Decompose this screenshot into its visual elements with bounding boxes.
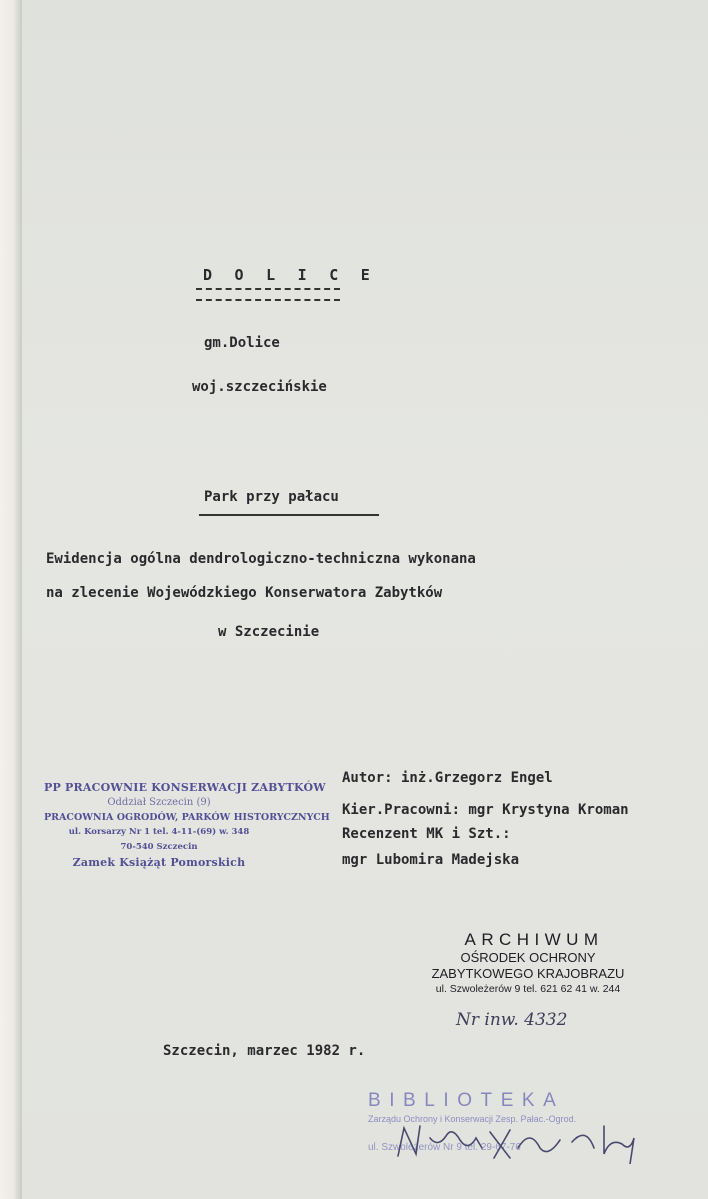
reviewer-label: Recenzent MK i Szt.: bbox=[342, 826, 511, 842]
gmina-line: gm.Dolice bbox=[204, 335, 280, 351]
place-and-date: Szczecin, marzec 1982 r. bbox=[163, 1043, 366, 1059]
page-edge bbox=[0, 0, 22, 1199]
inventory-number-note: Nr inw. 4332 bbox=[456, 1010, 568, 1030]
archive-line-1: OŚRODEK OCHRONY bbox=[460, 950, 596, 965]
pkz-stamp-line-6: Zamek Książąt Pomorskich bbox=[72, 856, 246, 869]
document-title: D O L I C E bbox=[203, 266, 377, 284]
title-double-rule bbox=[196, 288, 340, 301]
library-heading: BIBLIOTEKA bbox=[368, 1090, 565, 1111]
pkz-stamp-line-4: ul. Korsarzy Nr 1 tel. 4-11-(69) w. 348 bbox=[68, 827, 250, 837]
handwritten-signature bbox=[390, 1118, 650, 1164]
park-underline bbox=[199, 514, 379, 516]
archive-heading: ARCHIWUM bbox=[464, 930, 604, 949]
description-line-3: w Szczecinie bbox=[218, 624, 320, 640]
archive-line-3: ul. Szwoleżerów 9 tel. 621 62 41 w. 244 bbox=[435, 983, 621, 995]
archive-line-2: ZABYTKOWEGO KRAJOBRAZU bbox=[431, 966, 625, 981]
author-line: Autor: inż.Grzegorz Engel bbox=[342, 770, 553, 786]
library-line-1: Zarządu Ochrony i Konserwacji Zesp. Pałac.-Ogrod. bbox=[368, 1114, 577, 1124]
archive-stamp bbox=[408, 930, 648, 997]
description-line-2: na zlecenie Wojewódzkiego Konserwatora Zabytków bbox=[46, 585, 443, 601]
description-line-1: Ewidencja ogólna dendrologiczno-techniczna wykonana bbox=[46, 551, 476, 567]
pkz-stamp-line-5: 70-540 Szczecin bbox=[120, 842, 198, 852]
pkz-stamp-line-2: Oddział Szczecin (9) bbox=[107, 797, 211, 808]
pkz-stamp bbox=[44, 780, 330, 870]
voivodeship-line: woj.szczecińskie bbox=[192, 379, 327, 395]
park-subtitle: Park przy pałacu bbox=[204, 489, 339, 505]
pkz-stamp-line-3: PRACOWNIA OGRODÓW, PARKÓW HISTORYCZNYCH bbox=[44, 812, 330, 823]
pkz-stamp-line-1: PP PRACOWNIE KONSERWACJI ZABYTKÓW bbox=[44, 781, 326, 794]
reviewer-name: mgr Lubomira Madejska bbox=[342, 852, 520, 868]
library-line-2: ul. Szwoleżerów Nr 9 tel. 29-67-76 bbox=[368, 1142, 521, 1153]
head-of-studio-line: Kier.Pracowni: mgr Krystyna Kroman bbox=[342, 802, 629, 818]
